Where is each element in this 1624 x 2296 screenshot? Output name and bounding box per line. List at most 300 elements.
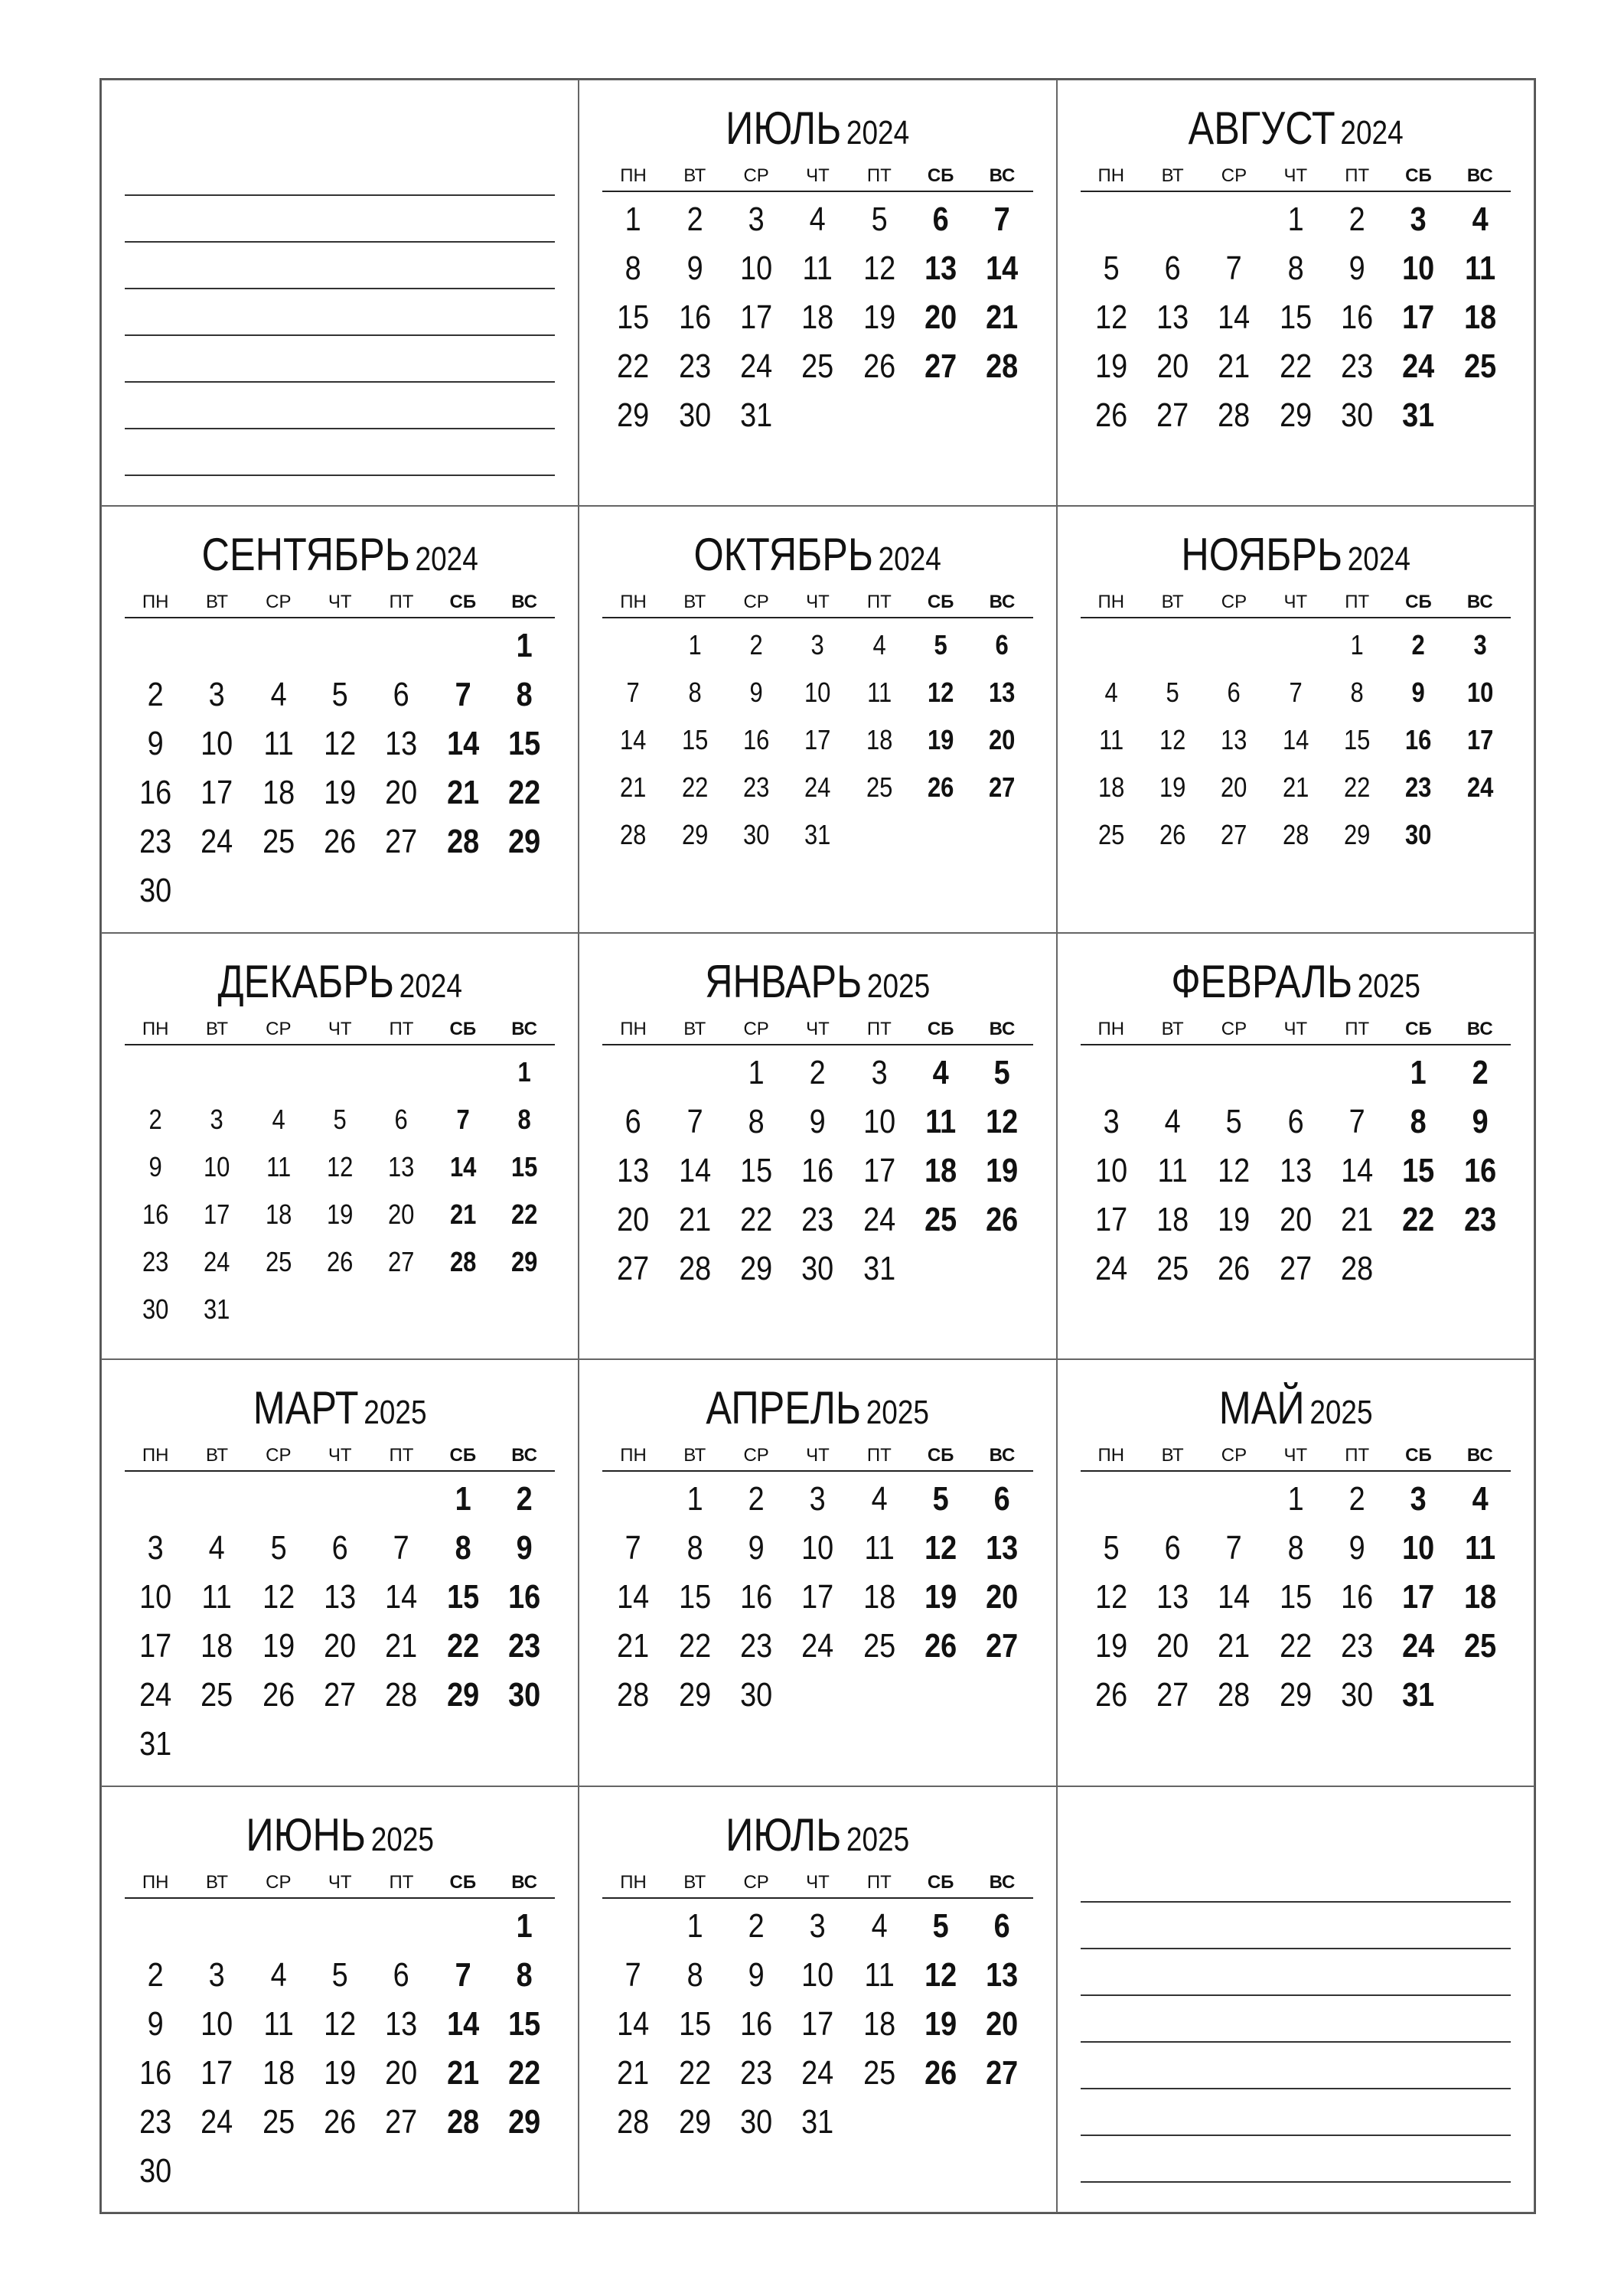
day-weekend: 24 — [1402, 347, 1435, 385]
month-cell — [1057, 80, 1534, 506]
weekday-label: СР — [1221, 1018, 1247, 1039]
day: 31 — [804, 819, 831, 851]
weekday-label: ПН — [142, 1871, 169, 1893]
day-empty — [1084, 1475, 1137, 1524]
day-empty — [191, 621, 243, 670]
month-cell — [1057, 1359, 1534, 1786]
day: 28 — [1218, 1676, 1251, 1714]
day-empty — [1146, 621, 1199, 669]
day: 27 — [1156, 396, 1189, 434]
day-empty — [1084, 621, 1137, 669]
day-weekend: 26 — [927, 771, 954, 804]
day: 3 — [210, 1103, 224, 1135]
day: 10 — [201, 725, 233, 763]
day: 5 — [1103, 249, 1120, 287]
day: 30 — [139, 2151, 172, 2190]
month-cell — [1057, 506, 1534, 932]
day: 3 — [809, 1480, 827, 1518]
day-weekend: 20 — [989, 724, 1016, 756]
day-weekend: 5 — [934, 629, 947, 661]
day: 21 — [1218, 347, 1251, 385]
notes-cell — [101, 80, 579, 506]
weekday-label: ЧТ — [806, 592, 830, 613]
day-weekend: 21 — [986, 298, 1019, 336]
day-weekend: 15 — [446, 1578, 479, 1616]
day-weekend: 16 — [1405, 724, 1432, 756]
weekday-label: ЧТ — [806, 165, 830, 186]
day: 12 — [324, 725, 357, 763]
weekday-label: ВТ — [205, 1445, 229, 1466]
day: 2 — [686, 201, 703, 238]
day: 21 — [617, 1627, 650, 1665]
day-empty — [1269, 621, 1322, 669]
day: 17 — [801, 1578, 834, 1616]
day-weekend: 10 — [1466, 677, 1494, 709]
day: 2 — [749, 629, 763, 661]
day: 14 — [1218, 1578, 1251, 1616]
day: 19 — [1218, 1200, 1251, 1238]
day-empty — [129, 1902, 182, 1951]
day-weekend: 3 — [1473, 629, 1487, 661]
day: 2 — [148, 1103, 162, 1135]
weekday-label: СБ — [927, 1018, 954, 1039]
day: 31 — [139, 1725, 172, 1763]
weekday-label: ВТ — [683, 592, 706, 613]
day: 1 — [1350, 629, 1364, 661]
day: 11 — [1098, 724, 1123, 756]
weekday-label: ЧТ — [328, 1018, 352, 1039]
day: 6 — [393, 676, 410, 714]
day: 29 — [740, 1249, 773, 1287]
day-weekend: 5 — [932, 1480, 949, 1518]
calendar-grid — [99, 78, 1536, 2214]
day: 17 — [804, 724, 831, 756]
weekday-header — [125, 1018, 555, 1045]
day: 9 — [1348, 1529, 1365, 1567]
day: 22 — [678, 2053, 711, 2092]
day: 16 — [142, 1198, 169, 1230]
weekday-label: ПН — [620, 1445, 647, 1466]
day-weekend: 23 — [1405, 771, 1432, 804]
day: 12 — [863, 249, 895, 287]
day-empty — [1208, 195, 1260, 244]
day: 25 — [262, 2102, 295, 2141]
note-line — [1081, 1949, 1511, 1996]
day: 23 — [740, 1627, 773, 1665]
day: 4 — [871, 1906, 888, 1945]
notes-lines — [1081, 1856, 1511, 2183]
day-weekend: 31 — [1402, 1676, 1435, 1714]
day: 14 — [620, 724, 647, 756]
day: 4 — [1164, 1102, 1181, 1140]
day: 6 — [1227, 677, 1241, 709]
day: 17 — [740, 298, 773, 336]
day-weekend: 7 — [456, 1103, 470, 1135]
day-weekend: 16 — [508, 1578, 541, 1616]
day: 27 — [1156, 1676, 1189, 1714]
month-block — [602, 955, 1032, 1293]
days-grid — [602, 1902, 1032, 2147]
day: 22 — [1279, 347, 1312, 385]
weekday-label: СБ — [449, 1871, 477, 1893]
day-empty — [314, 1902, 367, 1951]
day: 5 — [333, 1103, 347, 1135]
day-weekend: 11 — [1464, 249, 1495, 287]
month-year: 2025 — [370, 1820, 434, 1858]
day-weekend: 8 — [516, 676, 533, 714]
weekday-label: СБ — [449, 592, 477, 613]
day: 6 — [394, 1103, 409, 1135]
day: 26 — [324, 2102, 357, 2141]
day: 29 — [1279, 1676, 1312, 1714]
day: 20 — [617, 1200, 650, 1238]
month-year: 2024 — [1347, 540, 1410, 579]
month-title — [1115, 528, 1476, 582]
month-year: 2024 — [1340, 114, 1404, 152]
day: 26 — [1094, 1676, 1127, 1714]
day: 6 — [624, 1102, 642, 1140]
day: 14 — [1282, 724, 1309, 756]
day-weekend: 13 — [925, 249, 957, 287]
day: 5 — [270, 1529, 287, 1567]
month-title — [637, 1808, 998, 1862]
day: 18 — [1097, 771, 1125, 804]
day: 16 — [678, 298, 711, 336]
weekday-label: ПН — [1097, 165, 1125, 186]
day-weekend: 12 — [927, 677, 954, 709]
weekday-label: ЧТ — [806, 1871, 830, 1893]
day: 6 — [1164, 249, 1181, 287]
day-empty — [252, 621, 305, 670]
weekday-label: ВТ — [683, 165, 706, 186]
day: 18 — [863, 2004, 895, 2043]
day: 1 — [1287, 201, 1304, 238]
day: 13 — [1156, 1578, 1189, 1616]
month-block — [125, 955, 555, 1333]
weekday-label: ПН — [142, 1018, 169, 1039]
weekday-label: ПТ — [866, 592, 892, 613]
weekday-label: ВТ — [205, 592, 229, 613]
day: 20 — [1156, 1627, 1189, 1665]
day-empty — [129, 1049, 182, 1096]
days-grid — [125, 1475, 555, 1769]
day: 21 — [1218, 1627, 1251, 1665]
month-name: ИЮЛЬ — [726, 103, 842, 154]
weekday-label: ВС — [1466, 592, 1493, 613]
day: 12 — [262, 1578, 295, 1616]
day-empty — [436, 621, 489, 670]
day: 20 — [1156, 347, 1189, 385]
day: 5 — [331, 1955, 348, 1994]
day: 19 — [863, 298, 895, 336]
day: 2 — [748, 1480, 765, 1518]
day-weekend: 26 — [986, 1200, 1019, 1238]
day: 11 — [866, 677, 892, 709]
day-weekend: 13 — [986, 1529, 1019, 1567]
day: 8 — [1287, 1529, 1304, 1567]
day: 4 — [208, 1529, 226, 1567]
day: 31 — [801, 2102, 834, 2141]
day: 19 — [1094, 1627, 1127, 1665]
day-weekend: 6 — [995, 629, 1009, 661]
month-title — [1115, 102, 1476, 155]
day: 15 — [1343, 724, 1371, 756]
day-weekend: 15 — [508, 725, 541, 763]
day: 4 — [872, 629, 886, 661]
day-weekend: 20 — [925, 298, 957, 336]
weekday-label: СБ — [927, 1445, 954, 1466]
weekday-label: ВС — [989, 1018, 1016, 1039]
day: 20 — [324, 1627, 357, 1665]
month-name: МАРТ — [253, 1382, 359, 1434]
note-line — [125, 336, 555, 383]
day-weekend: 29 — [510, 1245, 538, 1277]
day-weekend: 6 — [932, 201, 949, 238]
days-grid — [602, 195, 1032, 440]
day-weekend: 15 — [1402, 1151, 1435, 1189]
day: 30 — [740, 1676, 773, 1714]
note-line — [125, 383, 555, 429]
day: 24 — [201, 2102, 233, 2141]
day: 18 — [262, 774, 295, 812]
month-cell — [579, 506, 1056, 932]
days-grid — [602, 621, 1032, 859]
day-empty — [1146, 195, 1199, 244]
day: 26 — [262, 1676, 295, 1714]
day-empty — [1146, 1475, 1199, 1524]
day: 30 — [678, 396, 711, 434]
weekday-label: СР — [266, 1871, 292, 1893]
weekday-label: ВТ — [683, 1018, 706, 1039]
note-line — [125, 289, 555, 336]
note-line — [1081, 2136, 1511, 2183]
day: 16 — [139, 774, 172, 812]
weekday-label: ЧТ — [806, 1445, 830, 1466]
day-empty — [607, 621, 660, 669]
day-weekend: 29 — [508, 2102, 541, 2141]
month-cell — [1057, 933, 1534, 1359]
day: 10 — [804, 677, 831, 709]
day: 14 — [617, 2004, 650, 2043]
month-name: ИЮЛЬ — [726, 1808, 842, 1861]
weekday-label: ВС — [989, 1871, 1016, 1893]
day: 27 — [324, 1676, 357, 1714]
day: 16 — [1341, 1578, 1374, 1616]
day: 20 — [1221, 771, 1247, 804]
weekday-label: ПН — [142, 1445, 169, 1466]
day: 2 — [1348, 201, 1365, 238]
day: 22 — [740, 1200, 773, 1238]
weekday-label: ПТ — [389, 1018, 414, 1039]
day: 6 — [1164, 1529, 1181, 1567]
weekday-label: ВС — [1466, 165, 1493, 186]
day-weekend: 7 — [455, 676, 471, 714]
day-weekend: 3 — [1410, 1480, 1427, 1518]
day: 29 — [678, 1676, 711, 1714]
day: 23 — [740, 2053, 773, 2092]
day: 26 — [1218, 1249, 1251, 1287]
day: 9 — [686, 249, 703, 287]
day: 14 — [617, 1578, 650, 1616]
note-line — [1081, 2043, 1511, 2089]
day: 9 — [809, 1102, 827, 1140]
day: 16 — [801, 1151, 834, 1189]
day-weekend: 30 — [508, 1676, 541, 1714]
day-weekend: 8 — [1410, 1102, 1427, 1140]
weekday-label: ПН — [620, 1018, 647, 1039]
day: 16 — [740, 1578, 773, 1616]
day: 13 — [1221, 724, 1247, 756]
day: 27 — [385, 823, 418, 861]
month-title — [637, 102, 998, 155]
day: 1 — [688, 629, 702, 661]
day: 31 — [740, 396, 773, 434]
day: 17 — [863, 1151, 895, 1189]
day: 7 — [1225, 1529, 1243, 1567]
day: 15 — [1279, 298, 1312, 336]
day: 22 — [681, 771, 709, 804]
day-weekend: 21 — [446, 774, 479, 812]
day-weekend: 19 — [925, 1578, 957, 1616]
day: 4 — [272, 1103, 285, 1135]
day: 5 — [1225, 1102, 1243, 1140]
day: 3 — [208, 676, 226, 714]
weekday-label: ВС — [989, 592, 1016, 613]
day: 13 — [388, 1150, 415, 1182]
day: 19 — [1094, 347, 1127, 385]
day-weekend: 13 — [986, 1955, 1019, 1994]
day: 7 — [624, 1529, 642, 1567]
day: 23 — [142, 1245, 169, 1277]
day-weekend: 17 — [1402, 298, 1435, 336]
weekday-header — [602, 1871, 1032, 1899]
day: 11 — [266, 1150, 291, 1182]
day: 25 — [866, 771, 893, 804]
day: 27 — [388, 1245, 415, 1277]
day: 17 — [801, 2004, 834, 2043]
day: 23 — [678, 347, 711, 385]
day: 15 — [740, 1151, 773, 1189]
day: 3 — [810, 629, 825, 661]
month-year: 2024 — [878, 540, 942, 579]
day-weekend: 19 — [925, 2004, 957, 2043]
month-cell — [579, 80, 1056, 506]
month-name: НОЯБРЬ — [1181, 529, 1342, 581]
day: 22 — [617, 347, 650, 385]
weekday-label: ПН — [620, 1871, 647, 1893]
month-name: ИЮНЬ — [246, 1808, 366, 1861]
day: 23 — [1341, 347, 1374, 385]
day: 21 — [617, 2053, 650, 2092]
day: 2 — [748, 1906, 765, 1945]
day: 21 — [385, 1627, 418, 1665]
day: 5 — [1166, 677, 1179, 709]
day: 7 — [626, 677, 641, 709]
month-year: 2024 — [415, 540, 478, 579]
day-weekend: 24 — [1402, 1627, 1435, 1665]
day-empty — [191, 1049, 243, 1096]
day: 15 — [678, 1578, 711, 1616]
day-weekend: 22 — [510, 1198, 538, 1230]
day: 7 — [1289, 677, 1303, 709]
day: 15 — [617, 298, 650, 336]
weekday-label: ПТ — [866, 165, 892, 186]
month-name: ЯНВАРЬ — [705, 955, 863, 1007]
day-weekend: 25 — [1463, 347, 1496, 385]
day: 2 — [147, 1955, 164, 1994]
day: 12 — [1159, 724, 1186, 756]
day: 3 — [871, 1053, 888, 1091]
month-name: ОКТЯБРЬ — [693, 529, 874, 581]
day-weekend: 9 — [1411, 677, 1426, 709]
day: 9 — [1348, 249, 1365, 287]
day-weekend: 1 — [455, 1480, 471, 1518]
day-weekend: 29 — [508, 823, 541, 861]
day-empty — [252, 1049, 305, 1096]
day: 18 — [801, 298, 834, 336]
note-line — [125, 149, 555, 196]
day: 9 — [147, 725, 164, 763]
day-weekend: 23 — [1463, 1200, 1496, 1238]
month-year: 2025 — [846, 1820, 910, 1858]
day: 24 — [801, 2053, 834, 2092]
weekday-label: СР — [743, 1871, 769, 1893]
day: 24 — [801, 1627, 834, 1665]
weekday-label: ПТ — [1345, 1018, 1370, 1039]
weekday-label: СР — [743, 1018, 769, 1039]
day-weekend: 1 — [1410, 1053, 1427, 1091]
month-block — [602, 102, 1032, 440]
day-weekend: 22 — [1402, 1200, 1435, 1238]
day: 9 — [748, 1529, 765, 1567]
day-weekend: 19 — [986, 1151, 1019, 1189]
weekday-label: ВС — [989, 165, 1016, 186]
weekday-header — [1081, 1444, 1511, 1472]
day: 28 — [385, 1676, 418, 1714]
day: 24 — [139, 1676, 172, 1714]
day: 10 — [863, 1102, 895, 1140]
day: 10 — [801, 1955, 834, 1994]
day-weekend: 3 — [1410, 201, 1427, 238]
day: 16 — [740, 2004, 773, 2043]
weekday-label: СР — [1221, 592, 1247, 613]
day-weekend: 4 — [932, 1053, 949, 1091]
weekday-label: СБ — [1405, 1018, 1432, 1039]
day: 9 — [147, 2004, 164, 2043]
month-title — [1115, 955, 1476, 1009]
day: 29 — [617, 396, 650, 434]
day: 17 — [204, 1198, 230, 1230]
day: 10 — [139, 1578, 172, 1616]
weekday-label: СР — [743, 592, 769, 613]
weekday-label: ВТ — [1161, 592, 1184, 613]
day: 25 — [863, 2053, 895, 2092]
day: 10 — [740, 249, 773, 287]
day-weekend: 10 — [1402, 1529, 1435, 1567]
day: 4 — [1104, 677, 1118, 709]
note-line — [1081, 1856, 1511, 1903]
day: 29 — [681, 819, 709, 851]
weekday-label: ВТ — [683, 1871, 706, 1893]
day: 23 — [139, 2102, 172, 2141]
weekday-label: СР — [743, 165, 769, 186]
day: 17 — [1094, 1200, 1127, 1238]
day: 29 — [1279, 396, 1312, 434]
day: 30 — [142, 1293, 169, 1325]
day: 30 — [742, 819, 770, 851]
day: 3 — [208, 1955, 226, 1994]
month-title — [637, 955, 998, 1009]
